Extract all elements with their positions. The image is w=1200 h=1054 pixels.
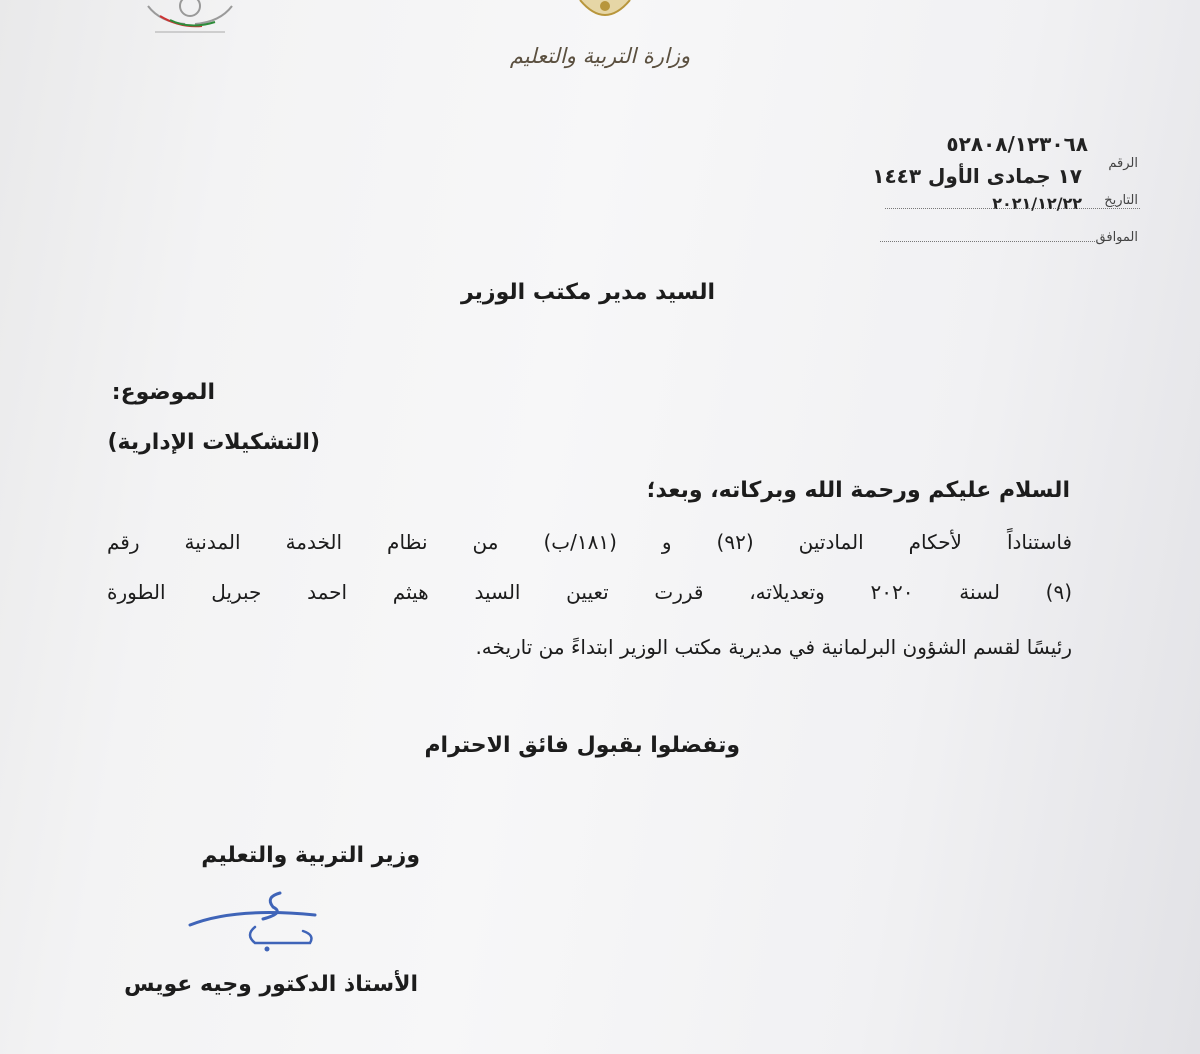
approx-label: الموافق — [1095, 230, 1138, 245]
reference-label: الرقم — [1108, 156, 1138, 171]
greeting: السلام عليكم ورحمة الله وبركاته، وبعد؛ — [646, 478, 1070, 503]
subject-label: الموضوع: — [111, 380, 215, 405]
hijri-date: ١٧ جمادى الأول ١٤٤٣ — [872, 164, 1082, 188]
body-line: فاستناداً لأحكام المادتين (٩٢) و (١٨١/ب) من نظام الخدمة المدنية رقم — [107, 530, 1073, 554]
date-label: التاريخ — [1104, 193, 1138, 208]
centennial-logo-icon — [140, 0, 240, 40]
approx-dotted-line — [880, 241, 1095, 242]
handwritten-signature — [185, 885, 325, 955]
crest-icon — [575, 0, 635, 22]
ministry-title: وزارة التربية والتعليم — [509, 44, 691, 68]
subject-value: (التشكيلات الإدارية) — [107, 430, 320, 455]
recipient: السيد مدير مكتب الوزير — [460, 280, 715, 305]
signer-title: وزير التربية والتعليم — [201, 843, 420, 868]
gregorian-date: ٢٠٢١/١٢/٢٢ — [992, 194, 1082, 213]
date-dotted-line — [885, 208, 1140, 209]
body-line: رئيسًا لقسم الشؤون البرلمانية في مديرية مكتب الوزير ابتداءً من تاريخه. — [475, 635, 1072, 659]
signer-name: الأستاذ الدكتور وجيه عويس — [124, 972, 418, 997]
body-line: (٩) لسنة ٢٠٢٠ وتعديلاته، قررت تعيين السيد هيثم احمد جبريل الطورة — [107, 580, 1073, 604]
closing-line: وتفضلوا بقبول فائق الاحترام — [424, 733, 740, 758]
reference-number: ٥٢٨٠٨/١٢٣٠٦٨ — [946, 132, 1088, 156]
